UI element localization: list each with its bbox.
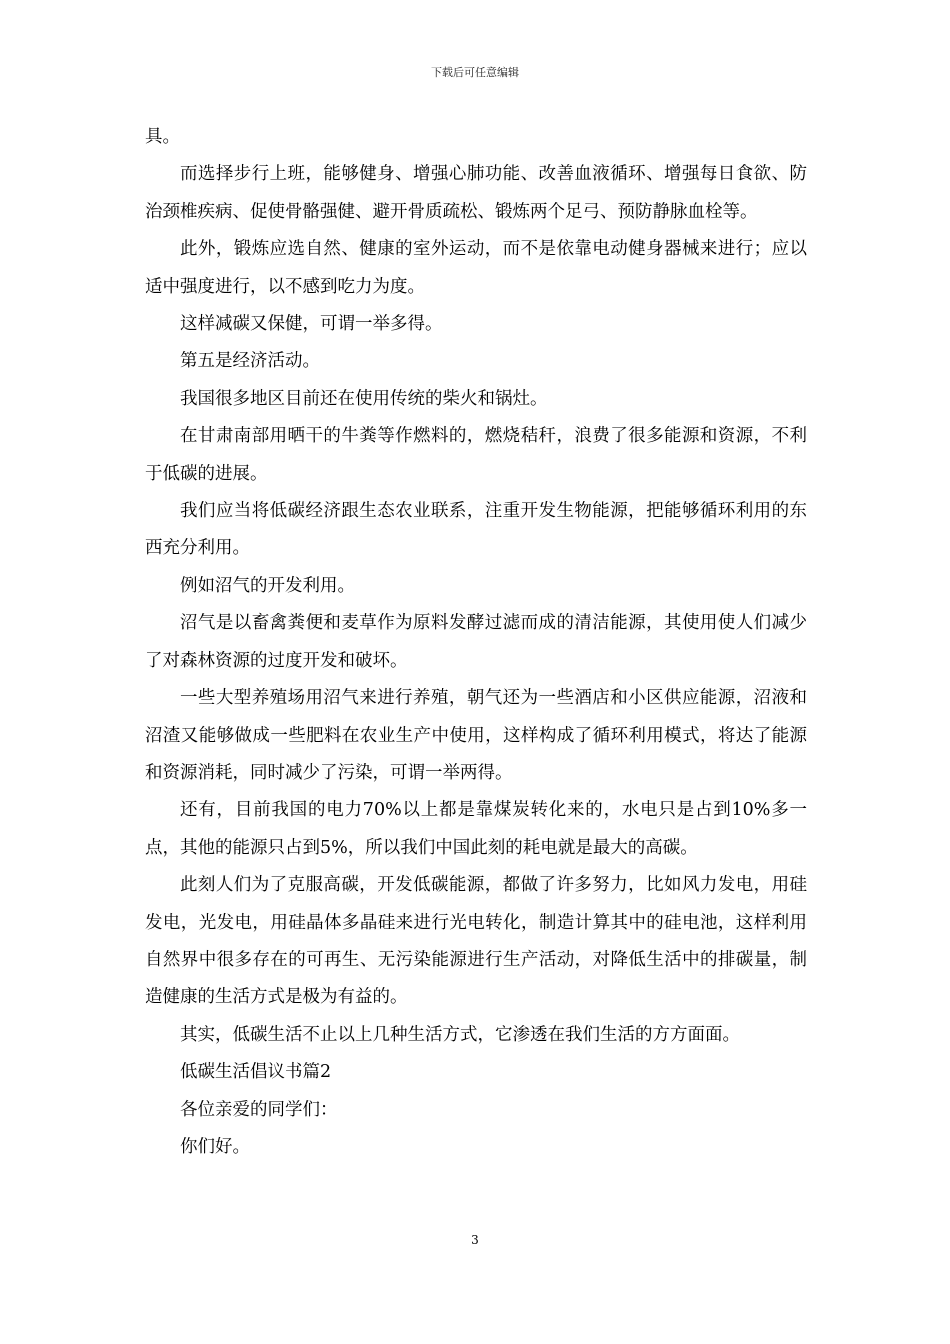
paragraph: 而选择步行上班，能够健身、增强心肺功能、改善血液循环、增强每日食欲、防治颈椎疾病、促使骨骼强健、避开骨质疏松、锻炼两个足弓、预防静脉血栓等。 [145,164,807,222]
salutation: 各位亲爱的同学们： [180,1099,338,1120]
page-header: 下载后可任意编辑 [431,66,519,79]
paragraph: 第五是经济活动。 [180,351,320,372]
paragraph: 还有，目前我国的电力70%以上都是靠煤炭转化来的，水电只是占到10%多一点，其他的能源只占到5%，所以我们中国此刻的耗电就是最大的高碳。 [145,800,807,858]
page-number: 3 [471,1233,479,1247]
paragraph: 在甘肃南部用晒干的牛粪等作燃料的，燃烧秸秆，浪费了很多能源和资源，不利于低碳的进展。 [145,426,807,484]
paragraph: 沼气是以畜禽粪便和麦草作为原料发酵过滤而成的清洁能源，其使用使人们减少了对森林资源的过度开发和破坏。 [145,613,807,671]
paragraph: 例如沼气的开发利用。 [180,575,355,596]
greeting: 你们好。 [180,1136,250,1157]
paragraph: 此外，锻炼应选自然、健康的室外运动，而不是依靠电动健身器械来进行；应以适中强度进行，以不感到吃力为度。 [145,239,807,297]
document-body [145,119,807,1166]
paragraph: 这样减碳又保健，可谓一举多得。 [180,314,443,335]
paragraph: 具。 [145,127,180,147]
paragraph: 一些大型养殖场用沼气来进行养殖，朝气还为一些酒店和小区供应能源，沼液和沼渣又能够做成一些肥料在农业生产中使用，这样构成了循环利用模式，将达了能源和资源消耗，同时减少了污染，可谓一举两得。 [145,688,807,783]
paragraph: 此刻人们为了克服高碳，开发低碳能源，都做了许多努力，比如风力发电，用硅发电，光发电，用硅晶体多晶硅来进行光电转化，制造计算其中的硅电池，这样利用自然界中很多存在的可再生、无污染能源进行生产活动，对降低生活中的排碳量，制造健康的生活方式是极为有益的。 [145,875,807,1008]
paragraph: 其实，低碳生活不止以上几种生活方式，它渗透在我们生活的方方面面。 [180,1024,740,1045]
section-title: 低碳生活倡议书篇2 [180,1062,332,1083]
paragraph: 我国很多地区目前还在使用传统的柴火和锅灶。 [180,388,548,409]
paragraph: 我们应当将低碳经济跟生态农业联系，注重开发生物能源，把能够循环利用的东西充分利用。 [145,501,807,559]
